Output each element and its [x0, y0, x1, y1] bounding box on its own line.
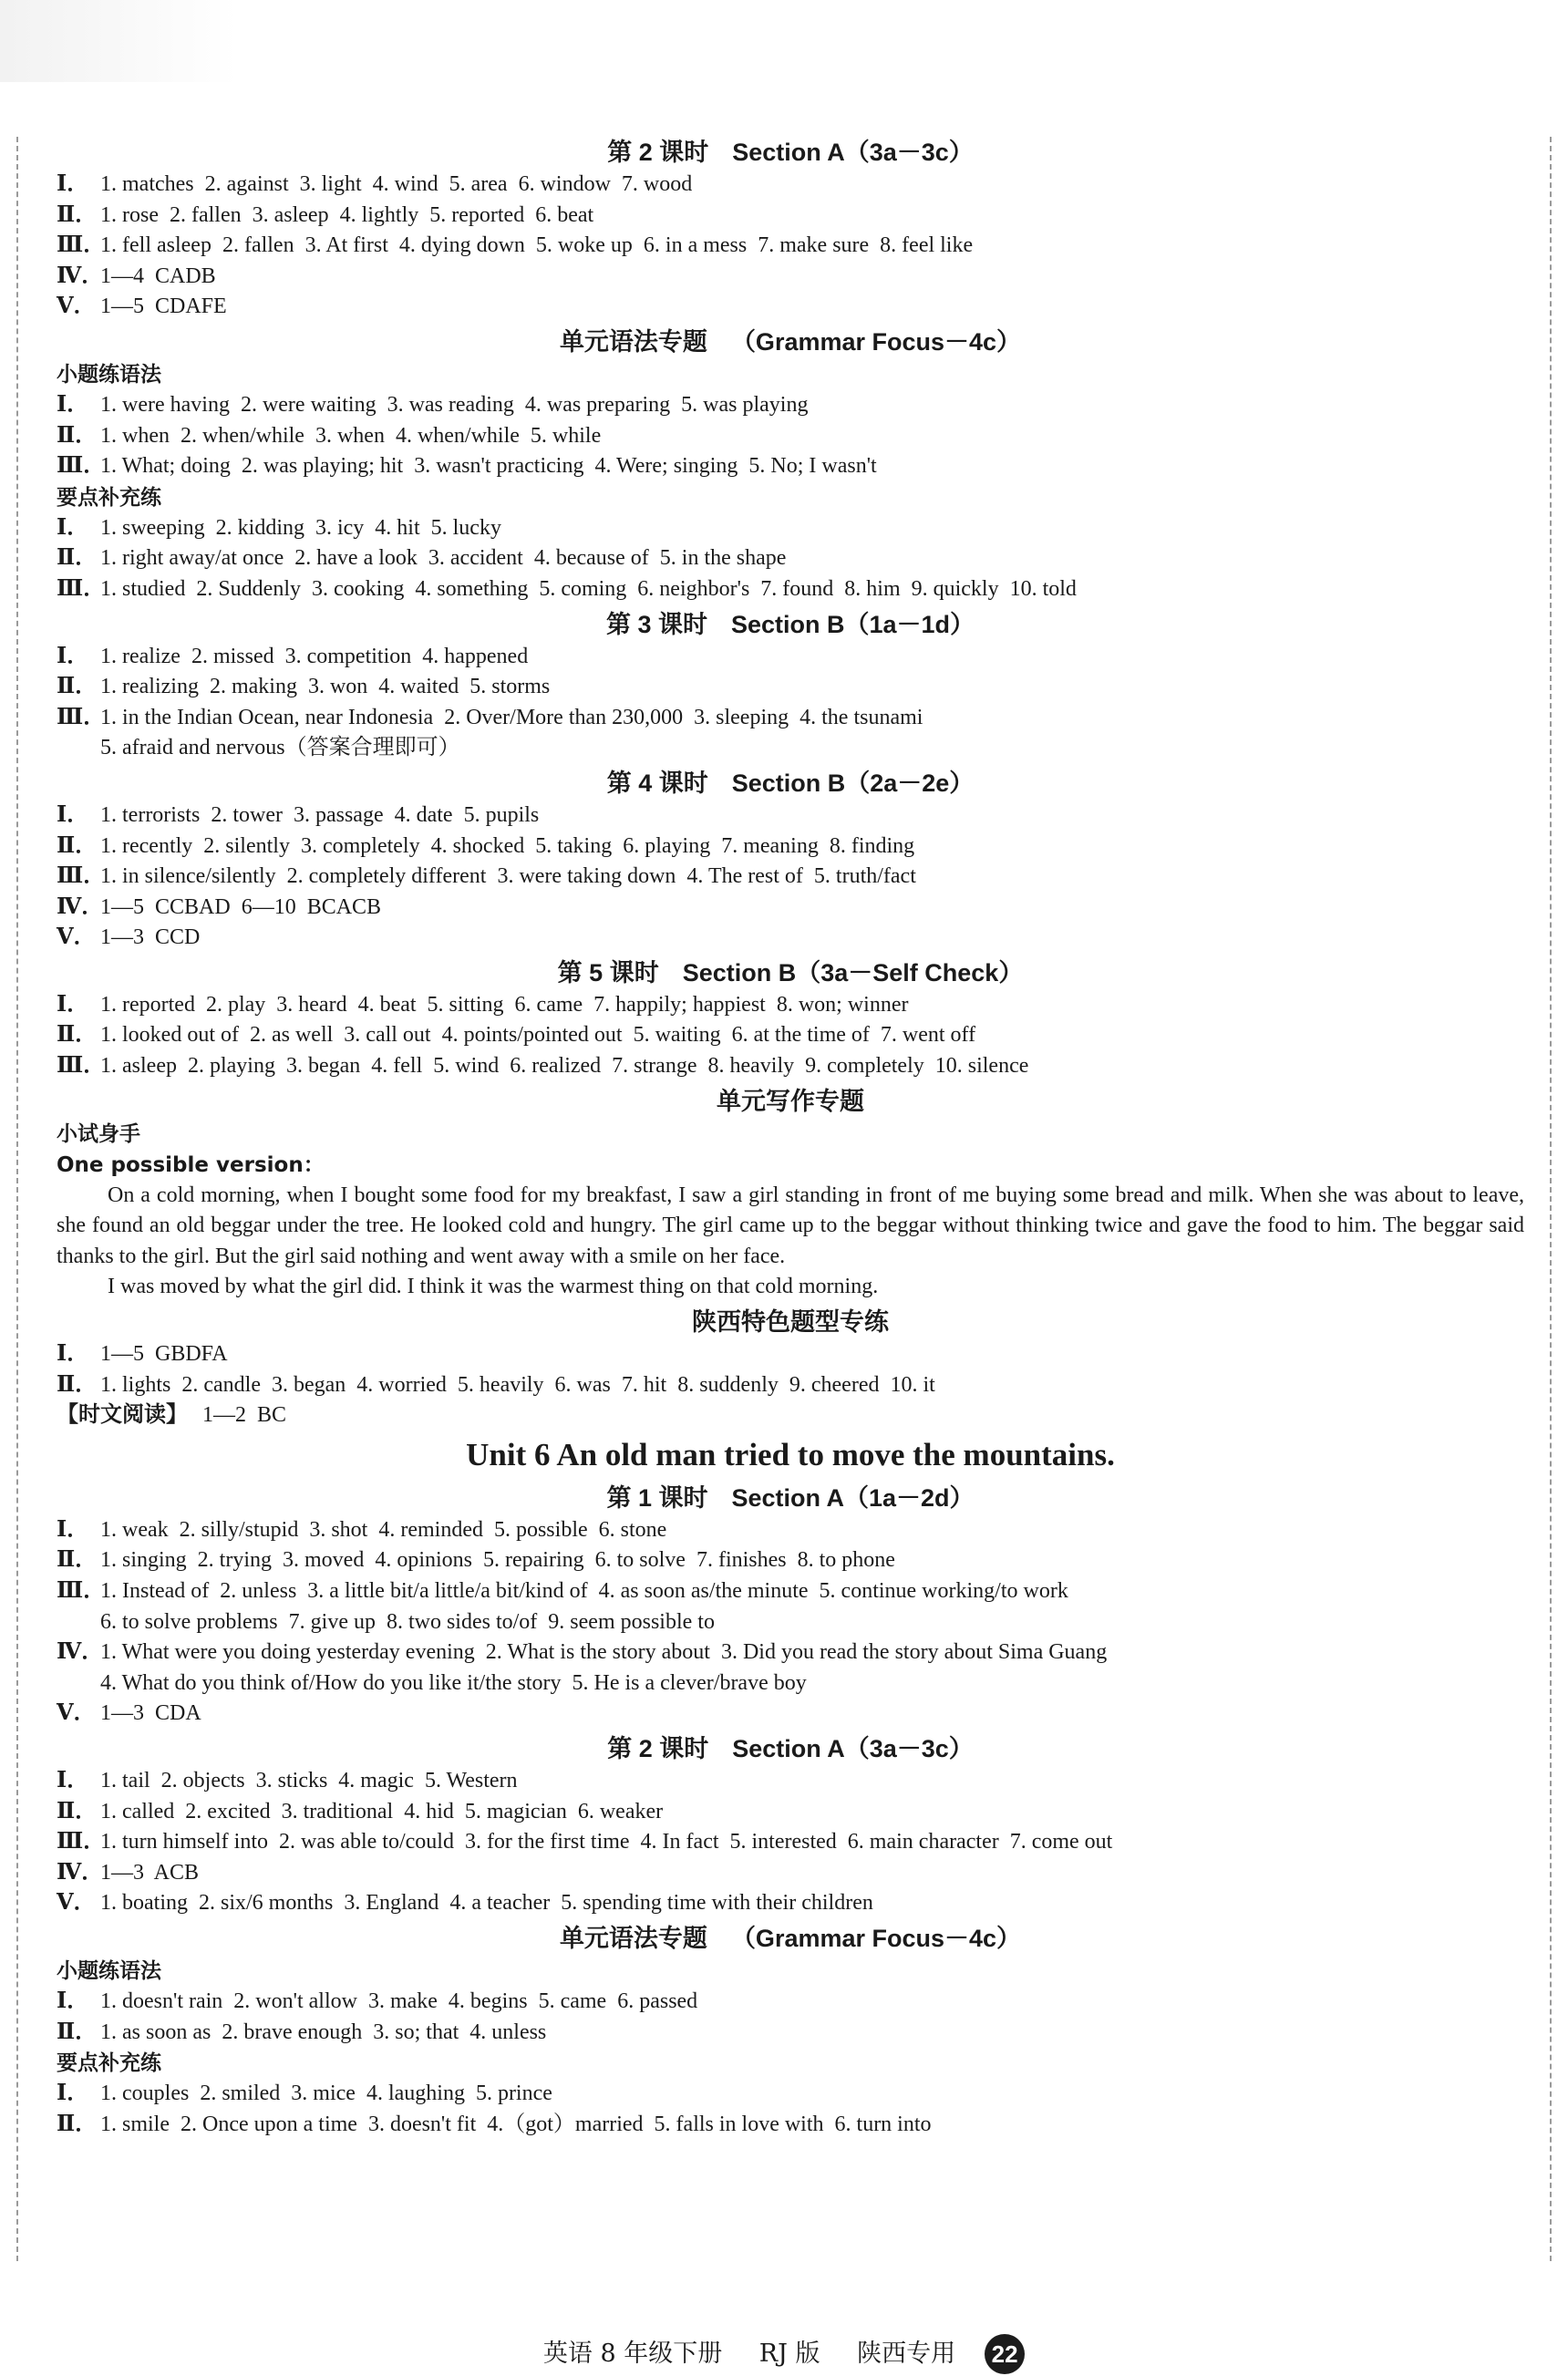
answer-line [57, 451, 1524, 482]
answer-text: 1. right away/at once 2. have a look 3. accident 4. because of 5. in the shape [100, 546, 787, 571]
answer-text: 1. when 2. when/while 3. when 4. when/while 5. while [100, 423, 602, 448]
answer-text: 1. in silence/silently 2. completely different 3. were taking down 4. The rest of 5. truth/fact [100, 864, 916, 889]
question-number: Ⅱ． [57, 1799, 98, 1823]
answer-line [57, 201, 1524, 232]
answer-line [57, 2110, 1524, 2141]
footer-region: 陕西专用 [857, 2339, 956, 2368]
answer-text: 1. couples 2. smiled 3. mice 4. laughing 5. prince [100, 2082, 552, 2106]
answer-text: 1—3 CCD [100, 925, 201, 950]
lesson-label: 第 2 课时 [607, 1734, 709, 1762]
answer-line [57, 2018, 1524, 2049]
question-number: Ⅱ． [57, 546, 98, 571]
left-dashed-border [16, 137, 18, 2261]
lesson-label: 单元语法专题 [559, 1924, 707, 1952]
question-number: Ⅲ． [57, 1830, 106, 1854]
subheading: 要点补充练 [57, 2051, 161, 2076]
lesson-label: 第 2 课时 [607, 139, 709, 166]
question-number: Ⅳ． [57, 894, 104, 919]
section-heading [57, 1305, 1524, 1339]
answer-text: 1. studied 2. Suddenly 3. cooking 4. something 5. coming 6. neighbor's 7. found 8. him 9. quickly 10. told [100, 576, 1077, 601]
question-number: Ⅰ． [57, 392, 89, 417]
section-heading [57, 956, 1524, 990]
question-number: Ⅰ． [57, 1517, 89, 1542]
question-number: 【时文阅读】 [57, 1403, 188, 1428]
answer-text: 1—5 CDAFE [100, 294, 227, 319]
section-heading [57, 1481, 1524, 1515]
answer-line-continued: 5. afraid and nervous（答案合理即可） [100, 736, 460, 760]
question-number: Ⅱ． [57, 2020, 98, 2044]
answer-line [57, 231, 1524, 262]
answer-text: 1. weak 2. silly/stupid 3. shot 4. reminded 5. possible 6. stone [100, 1517, 667, 1542]
answer-line [57, 513, 1524, 544]
answer-text: 1. recently 2. silently 3. completely 4. shocked 5. taking 6. playing 7. meaning 8. finding [100, 833, 915, 858]
answer-text: 1. rose 2. fallen 3. asleep 4. lightly 5. reported 6. beat [100, 202, 594, 227]
answer-text: 1. lights 2. candle 3. began 4. worried 5. heavily 6. was 7. hit 8. suddenly 9. cheered 10. it [100, 1372, 935, 1397]
question-number: Ⅱ． [57, 1023, 98, 1048]
answer-line [57, 292, 1524, 323]
answer-line-continued: 6. to solve problems 7. give up 8. two sides to/of 9. seem possible to [100, 1609, 715, 1634]
question-number: Ⅱ． [57, 833, 98, 858]
question-number: Ⅲ． [57, 576, 106, 601]
question-number: Ⅳ． [57, 1640, 104, 1665]
answer-text: 1. What were you doing yesterday evening 2. What is the story about 3. Did you read the story about Sima Guang [100, 1640, 1108, 1665]
answer-text: 1. sweeping 2. kidding 3. icy 4. hit 5. lucky [100, 515, 501, 540]
section-label: Section B（3a－Self Check） [682, 958, 1024, 987]
question-number: Ⅲ． [57, 454, 106, 479]
section-label: （Grammar Focus－4c） [730, 327, 1022, 356]
answer-line [57, 1827, 1524, 1858]
question-number: Ⅰ． [57, 1342, 89, 1367]
answer-line-continued: 4. What do you think of/How do you like it/the story 5. He is a clever/brave boy [100, 1670, 807, 1695]
question-number: Ⅴ． [57, 925, 96, 950]
answer-line [57, 1987, 1524, 2018]
question-number: Ⅰ． [57, 1768, 89, 1792]
answer-line [57, 170, 1524, 201]
answer-text: 1. smile 2. Once upon a time 3. doesn't fit 4.（got）married 5. falls in love with 6. turn into [100, 2112, 932, 2136]
section-label: Section A（1a－2d） [731, 1483, 975, 1512]
question-number: Ⅰ． [57, 172, 89, 196]
subheading: One possible version： [57, 1152, 325, 1177]
lesson-label: 第 3 课时 [605, 610, 707, 638]
answer-text: 1. turn himself into 2. was able to/could 3. for the first time 4. In fact 5. interested 6. main character 7. come out [100, 1830, 1113, 1854]
answer-line [57, 1339, 1524, 1370]
lesson-label: 第 1 课时 [606, 1483, 708, 1512]
section-heading [57, 135, 1524, 170]
answer-text: 1. in the Indian Ocean, near Indonesia 2. Over/More than 230,000 3. sleeping 4. the tsunami [100, 705, 923, 729]
subheading: 小试身手 [57, 1121, 140, 1146]
question-number: Ⅰ． [57, 1989, 89, 2013]
answer-line [57, 703, 1524, 734]
essay-paragraph: On a cold morning, when I bought some food for my breakfast, I saw a girl standing in front of me buying some bread and milk. When she was about to leave, she found an old beggar under the tree. He looked cold and hungry. The girl came up to the beggar without thinking twice and gave the food to him. The beggar said thanks to the girl. But the girl said nothing and went away with a smile on her face. [57, 1183, 1524, 1268]
footer-edition: RJ 版 [758, 2339, 820, 2368]
answer-line [57, 1515, 1524, 1546]
answer-line [57, 893, 1524, 924]
answer-line [57, 801, 1524, 832]
question-number: Ⅱ． [57, 202, 98, 227]
question-number: Ⅱ． [57, 2112, 98, 2136]
subheading: 要点补充练 [57, 485, 161, 510]
scan-smudge [0, 0, 237, 82]
section-heading [57, 1731, 1524, 1766]
section-label: （Grammar Focus－4c） [730, 1924, 1022, 1952]
lesson-label: 第 5 课时 [557, 958, 659, 987]
question-number: Ⅴ． [57, 294, 96, 319]
essay-paragraph: I was moved by what the girl did. I think it was the warmest thing on that cold morning. [108, 1275, 879, 1299]
answer-line [57, 990, 1524, 1021]
section-label: Section B（1a－1d） [730, 610, 975, 638]
page-footer [0, 2334, 1568, 2371]
answer-line [57, 1797, 1524, 1828]
answer-text: 1. fell asleep 2. fallen 3. At first 4. dying down 5. woke up 6. in a mess 7. make sure 8. feel like [100, 233, 974, 258]
section-heading [57, 1921, 1524, 1956]
answer-line [57, 1545, 1524, 1576]
section-heading [57, 766, 1524, 801]
question-number: Ⅰ． [57, 515, 89, 540]
footer-subject: 英语 8 年级下册 [542, 2339, 723, 2368]
question-number: Ⅰ． [57, 802, 89, 827]
answer-line [57, 672, 1524, 703]
answer-line [57, 923, 1524, 954]
question-number: Ⅴ． [57, 1891, 96, 1916]
answer-line [57, 1051, 1524, 1082]
answer-text: 1—3 CDA [100, 1701, 201, 1726]
answer-line [57, 1370, 1524, 1401]
unit-title: Unit 6 An old man tried to move the mountains. [466, 1436, 1115, 1472]
question-number: Ⅳ． [57, 1860, 104, 1885]
answer-text: 1. called 2. excited 3. traditional 4. hid 5. magician 6. weaker [100, 1799, 664, 1823]
answer-line [57, 1400, 1524, 1431]
answer-text: 1. tail 2. objects 3. sticks 4. magic 5. Western [100, 1768, 518, 1792]
answer-line [57, 1699, 1524, 1730]
question-number: Ⅱ． [57, 675, 98, 699]
answer-line [57, 543, 1524, 574]
question-number: Ⅲ． [57, 705, 106, 729]
section-label: Section A（3a－3c） [732, 1734, 974, 1762]
section-heading [57, 1084, 1524, 1119]
answer-text: 1—5 GBDFA [100, 1342, 228, 1367]
answer-text: 1. looked out of 2. as well 3. call out 4. points/pointed out 5. waiting 6. at the time of 7. went off [100, 1023, 976, 1048]
page-number-badge: 22 [985, 2334, 1025, 2374]
answer-line [57, 1637, 1524, 1668]
section-label: Section B（2a－2e） [731, 769, 975, 797]
question-number: Ⅳ． [57, 263, 104, 288]
lesson-label: 第 4 课时 [606, 769, 708, 797]
answer-text: 1. doesn't rain 2. won't allow 3. make 4. begins 5. came 6. passed [100, 1989, 698, 2013]
question-number: Ⅰ． [57, 644, 89, 668]
question-number: Ⅱ． [57, 423, 98, 448]
question-number: Ⅰ． [57, 992, 89, 1017]
question-number: Ⅲ． [57, 1579, 106, 1603]
answer-line [57, 1766, 1524, 1797]
question-number: Ⅴ． [57, 1701, 96, 1726]
section-heading [57, 325, 1524, 359]
answer-text: 1. as soon as 2. brave enough 3. so; that 4. unless [100, 2020, 547, 2044]
answer-key-content [57, 133, 1524, 2140]
answer-line [57, 642, 1524, 673]
answer-line [57, 862, 1524, 893]
question-number: Ⅲ． [57, 233, 106, 258]
subheading: 小题练语法 [57, 362, 161, 387]
section-heading [57, 607, 1524, 642]
question-number: Ⅱ． [57, 1372, 98, 1397]
lesson-label: 陕西特色题型专练 [692, 1308, 889, 1337]
answer-line [57, 1858, 1524, 1889]
answer-line [57, 262, 1524, 293]
answer-text: 1—5 CCBAD 6—10 BCACB [100, 894, 382, 919]
answer-line [57, 2079, 1524, 2110]
answer-text: 1. matches 2. against 3. light 4. wind 5. area 6. window 7. wood [100, 172, 693, 196]
right-dashed-border [1550, 137, 1552, 2261]
answer-text: 1. realizing 2. making 3. won 4. waited 5. storms [100, 675, 551, 699]
question-number: Ⅱ． [57, 1548, 98, 1573]
answer-text: 1—2 BC [202, 1403, 287, 1428]
answer-line [57, 421, 1524, 452]
section-label: Section A（3a－3c） [732, 139, 974, 166]
answer-line [57, 832, 1524, 863]
answer-text: 1. reported 2. play 3. heard 4. beat 5. sitting 6. came 7. happily; happiest 8. won; winner [100, 992, 909, 1017]
question-number: Ⅲ． [57, 864, 106, 889]
answer-text: 1. What; doing 2. was playing; hit 3. wasn't practicing 4. Were; singing 5. No; I wasn't [100, 454, 877, 479]
answer-text: 1—4 CADB [100, 263, 216, 288]
answer-text: 1. Instead of 2. unless 3. a little bit/a little/a bit/kind of 4. as soon as/the minute 5. continue working/to work [100, 1579, 1068, 1603]
answer-text: 1—3 ACB [100, 1860, 200, 1885]
answer-line [57, 390, 1524, 421]
answer-line [57, 1888, 1524, 1919]
lesson-label: 单元语法专题 [559, 327, 707, 356]
answer-text: 1. realize 2. missed 3. competition 4. happened [100, 644, 529, 668]
subheading: 小题练语法 [57, 1958, 161, 1983]
answer-text: 1. boating 2. six/6 months 3. England 4. a teacher 5. spending time with their children [100, 1891, 873, 1916]
answer-line [57, 1576, 1524, 1607]
answer-line [57, 574, 1524, 605]
answer-text: 1. were having 2. were waiting 3. was reading 4. was preparing 5. was playing [100, 392, 809, 417]
answer-text: 1. asleep 2. playing 3. began 4. fell 5. wind 6. realized 7. strange 8. heavily 9. completely 10. silence [100, 1054, 1029, 1079]
question-number: Ⅰ． [57, 2082, 89, 2106]
question-number: Ⅲ． [57, 1054, 106, 1079]
lesson-label: 单元写作专题 [717, 1087, 864, 1115]
answer-text: 1. terrorists 2. tower 3. passage 4. date 5. pupils [100, 802, 540, 827]
answer-text: 1. singing 2. trying 3. moved 4. opinions 5. repairing 6. to solve 7. finishes 8. to phone [100, 1548, 895, 1573]
answer-line [57, 1020, 1524, 1051]
